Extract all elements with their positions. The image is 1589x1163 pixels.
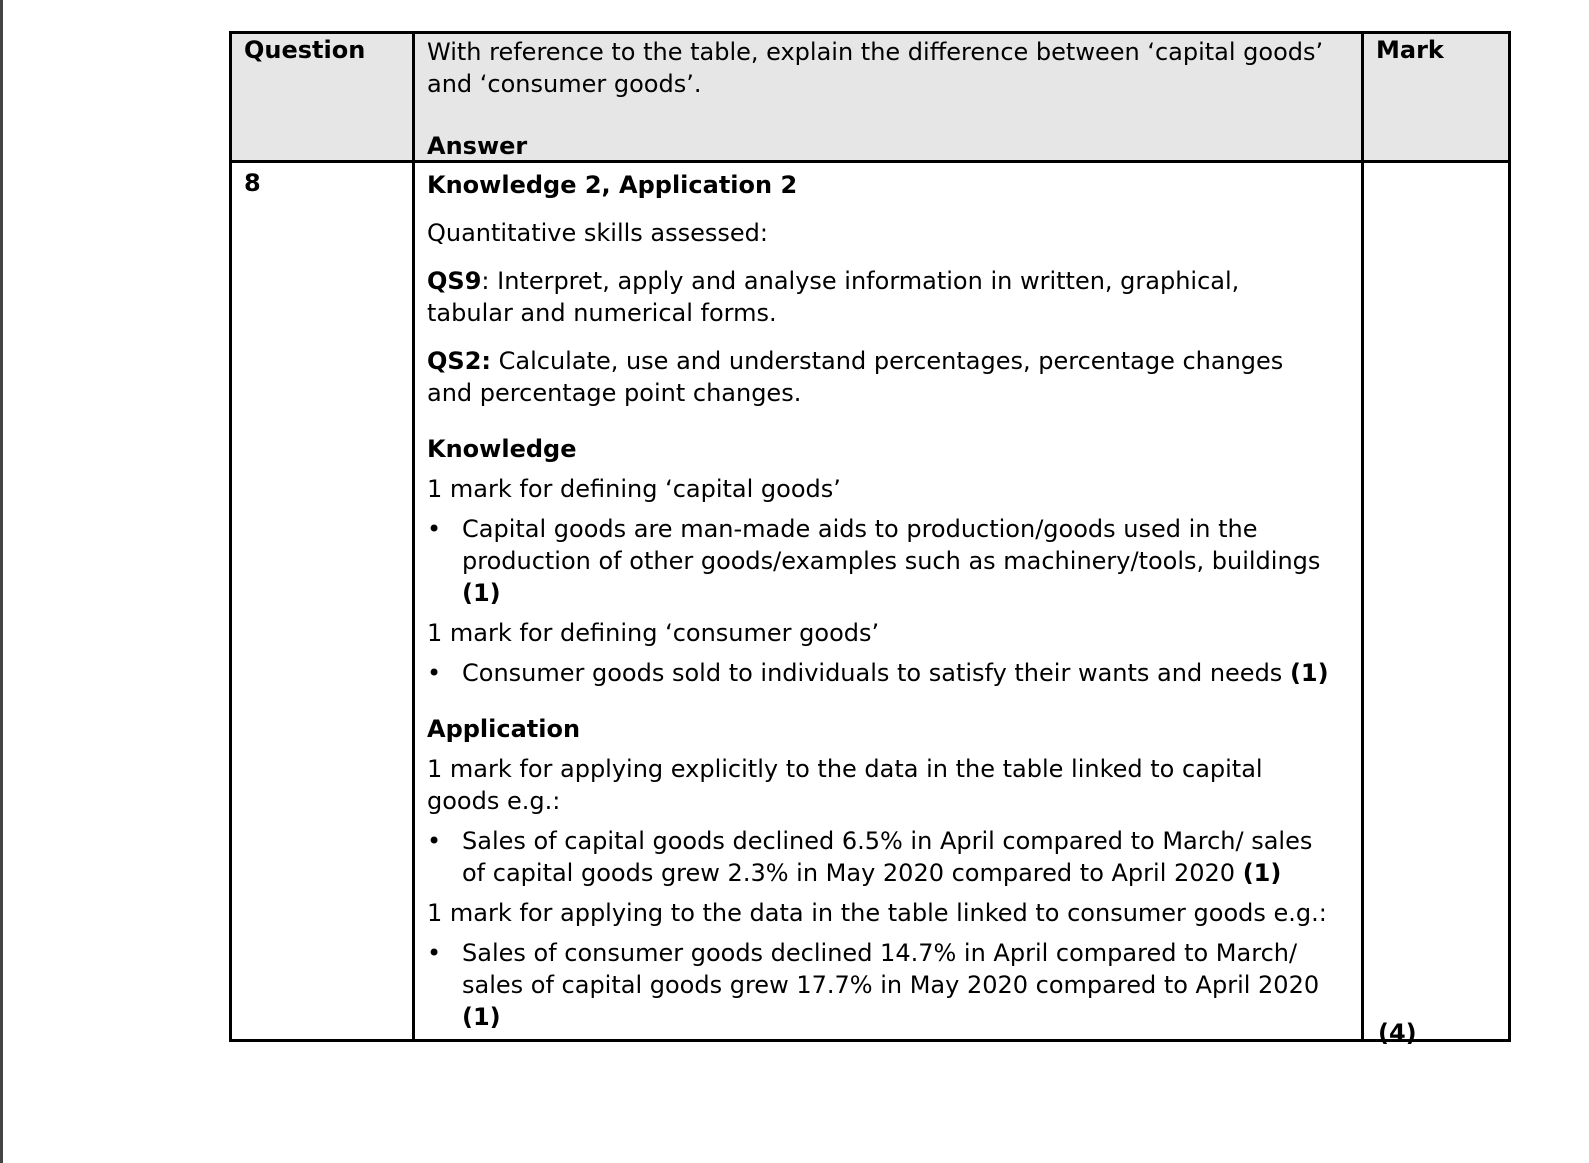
skill-qs2: QS2: Calculate, use and understand percentages, percentage changes and percentage point changes. — [427, 347, 1284, 407]
knowledge-bullet: • Consumer goods sold to individuals to satisfy their wants and needs (1) — [427, 659, 1329, 687]
answer-cell — [414, 162, 1363, 1041]
question-number-cell — [231, 162, 414, 1041]
answer-label: Answer — [427, 132, 528, 160]
question-label: Question — [244, 36, 366, 64]
application-criterion: 1 mark for applying to the data in the table linked to consumer goods e.g.: — [427, 899, 1327, 927]
question-text: With reference to the table, explain the difference between ‘capital goods’ and ‘consumer goods’. — [427, 38, 1324, 98]
application-bullet: • Sales of capital goods declined 6.5% in April compared to March/ sales of capital goods grew 2.3% in May 2020 compared to April 2020 (1) — [427, 827, 1313, 887]
question-number: 8 — [244, 169, 261, 197]
window-edge — [0, 0, 3, 1163]
knowledge-heading: Knowledge — [427, 435, 577, 463]
application-bullet: • Sales of consumer goods declined 14.7% in April compared to March/ sales of capital goods grew 17.7% in May 2020 compared to April 2020 (1) — [427, 939, 1320, 1031]
answer-row — [231, 162, 1510, 1041]
question-text-cell — [414, 33, 1363, 162]
mark-label: Mark — [1376, 36, 1444, 64]
knowledge-criterion: 1 mark for defining ‘capital goods’ — [427, 475, 841, 503]
application-heading: Application — [427, 715, 581, 743]
marks-breakdown: Knowledge 2, Application 2 — [427, 171, 798, 199]
skill-qs9: QS9: Interpret, apply and analyse information in written, graphical, tabular and numerical forms. — [427, 267, 1240, 327]
mark-scheme-table — [229, 31, 1511, 1047]
header-row — [231, 33, 1510, 162]
question-header-cell — [231, 33, 414, 162]
total-mark: (4) — [1378, 1019, 1417, 1047]
application-criterion: 1 mark for applying explicitly to the data in the table linked to capital goods e.g.: — [427, 755, 1263, 815]
mark-cell — [1363, 162, 1510, 1047]
knowledge-criterion: 1 mark for defining ‘consumer goods’ — [427, 619, 880, 647]
knowledge-bullet: • Capital goods are man-made aids to production/goods used in the production of other goods/examples such as machinery/tools, buildings (1) — [427, 515, 1321, 607]
skills-intro: Quantitative skills assessed: — [427, 219, 769, 247]
mark-header-cell — [1363, 33, 1510, 162]
